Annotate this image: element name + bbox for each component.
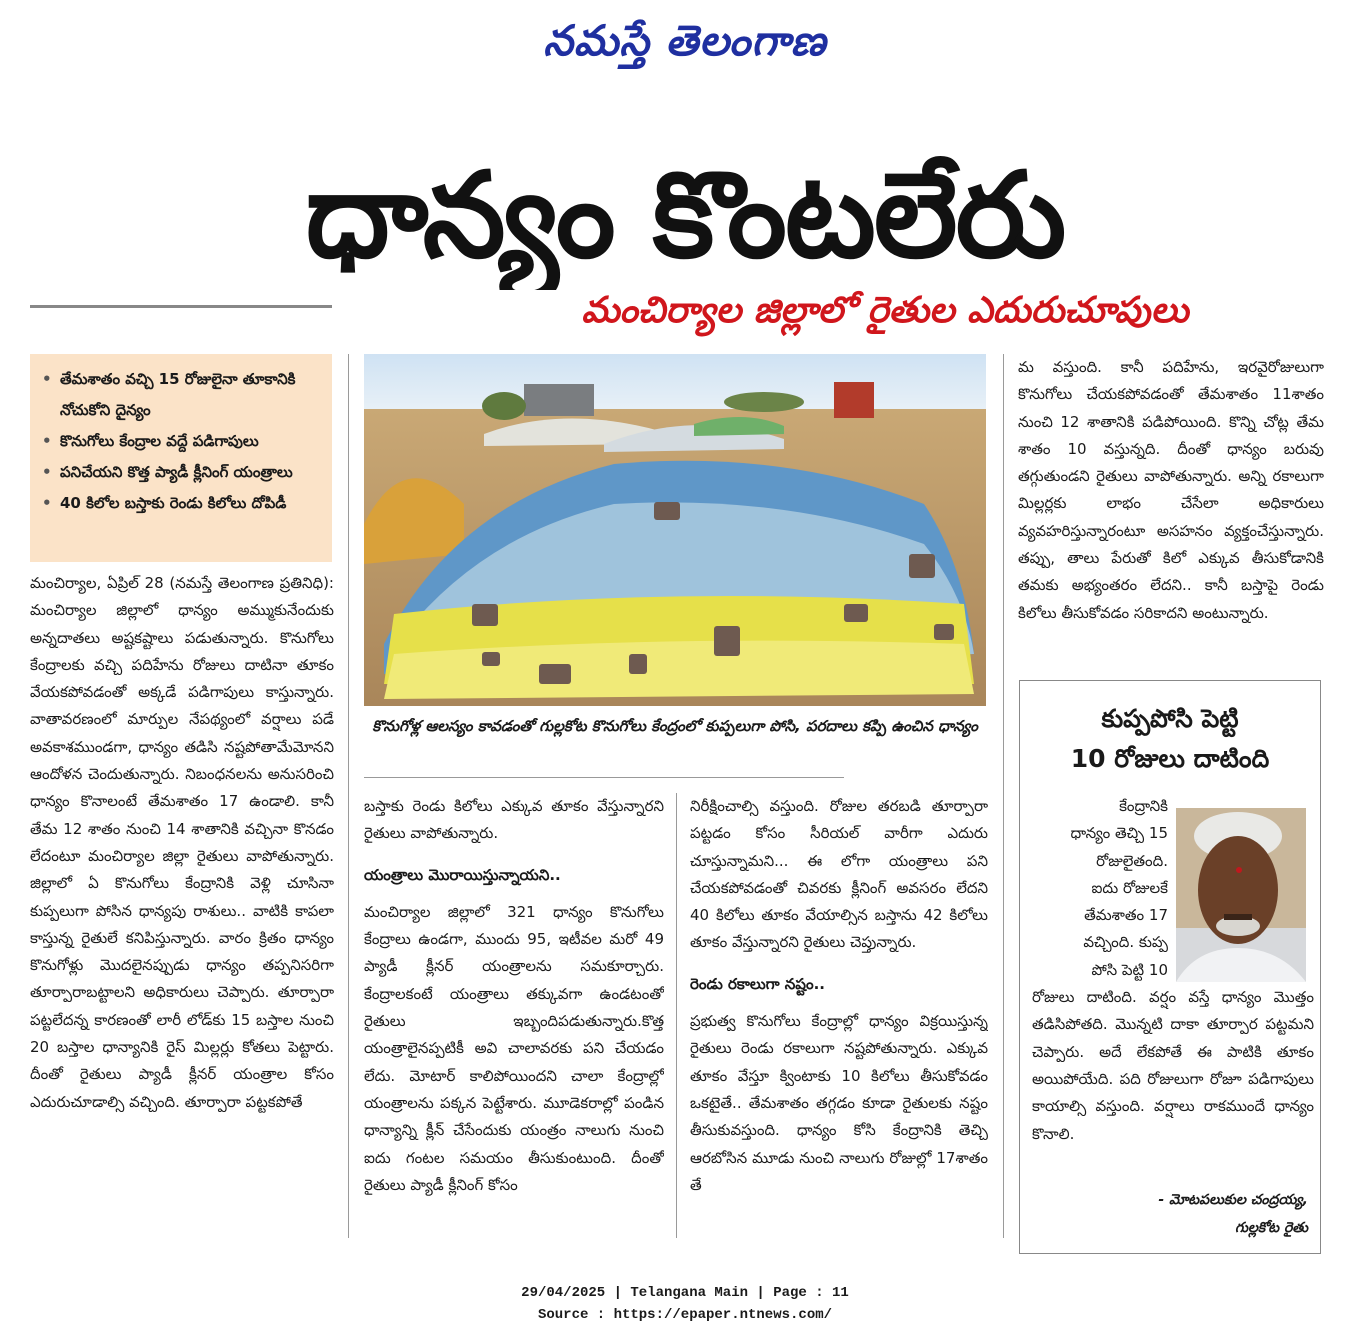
article-text: మంచిర్యాల, ఏప్రిల్ 28 (నమస్తే తెలంగాణ ప్రతినిధి): మంచిర్యాల జిల్లాలో ధాన్యం అమ్ముకునేందుకు అన్నదాతలు అష్టకష్టాలు పడుతున్నారు. కొనుగోలు కేంద్రాలకు వచ్చి పదిహేను రోజులు దాటినా తూకం వేయకపోవడంతో అక్కడే పడిగాపులు కాస్తున్నారు. వాతావరణంలో మార్పుల నేపథ్యంలో వర్షాలు పడే అవకాశముండగా, ధాన్యం తడిసి నష్టపోతామేమోనని ఆందోళన చెందుతున్నారు. నిబంధనలను అనుసరించి ధాన్యం కొనాలంటే తేమశాతం 17 ఉండాలి. కానీ తేమ 12 శాతం నుంచి 14 శాతానికి వచ్చినా కొనడం లేదంటూ మంచిర్యాల జిల్లా రైతులు వాపోతున్నారు. జిల్లాలో ఏ కొనుగోలు కేంద్రానికి వెళ్లి చూసినా కుప్పలుగా పోసిన ధాన్యపు రాశులు.. వాటికి కాపలా కాస్తున్న రైతులే కనిపిస్తున్నారు. వారం క్రితం ధాన్యం కొనుగోళ్లు మొదలైనప్పుడు ధాన్యం తప్పనిసరిగా తూర్పారాబట్టాలని అధికారులు చెప్పారు. తూర్పారా పట్టలేదన్న కారణంతో లారీ లోడ్‌కు 15 బస్తాల నుంచి 20 బస్తాల ధాన్యానికి రైస్ మిల్లర్లు కోతలు పెట్టారు. దీంతో రైతులు ప్యాడీ క్లీనర్ యంత్రాల కోసం ఎదురుచూడాల్సి వచ్చింది. తూర్పారా పట్టకపోతే — [30, 574, 334, 1111]
article-column-4 — [1018, 354, 1324, 654]
highlight-item: • కొనుగోలు కేంద్రాల వద్దే పడిగాపులు — [40, 426, 324, 457]
footer-date-line: 29/04/2025 | Telangana Main | Page : 11 — [521, 1285, 849, 1301]
masthead: నమస్తే తెలంగాణ — [543, 16, 827, 65]
headline-rule — [30, 305, 332, 308]
article-column-2 — [364, 793, 664, 1238]
subheadline: మంచిర్యాల జిల్లాలో రైతుల ఎదురుచూపులు — [581, 289, 1189, 331]
quote-byline: - మోటపలుకుల చంద్రయ్య, గుల్లకోట రైతు — [1158, 1192, 1308, 1236]
bullet-icon: • — [42, 432, 52, 450]
article-text: ప్రభుత్వ కొనుగోలు కేంద్రాల్లో ధాన్యం విక్రయిస్తున్న రైతులు రెండు రకాలుగా నష్టపోతున్నారు. ఎక్కువ తూకం వేస్తూ క్వింటాకు 10 కిలోలు తీసుకోవడం ఒకటైతే.. తేమశాతం తగ్గడం కూడా రైతులకు నష్టం తీసుకువస్తుంది. ధాన్యం కోసి కేంద్రానికి తెచ్చి ఆరబోసిన మూడు నుంచి నాలుగు రోజుల్లో 17శాతం తే — [690, 1012, 988, 1194]
article-text: మ వస్తుంది. కానీ పదిహేను, ఇరవైరోజులుగా కొనుగోలు చేయకపోవడంతో తేమశాతం 11శాతం నుంచి 12 శాతానికి పడిపోయింది. కొన్ని చోట్ల తేమ శాతం 10 వస్తున్నది. దీంతో ధాన్యం బరువు తగ్గుతుండని రైతులు వాపోతున్నారు. అన్ని రకాలుగా మిల్లర్లకు లాభం చేసేలా అధికారులు వ్యవహరిస్తున్నారంటూ అసహనం వ్యక్తంచేస్తున్నారు. తప్పు, తాలు పేరుతో కిలో ఎక్కువ తీసుకోడానికి తమకు అభ్యంతరం లేదని.. కానీ బస్తాపై రెండు కిలోలు తీసుకోవడం సరికాదని అంటున్నారు. — [1018, 358, 1324, 622]
farmer-portrait — [1176, 808, 1306, 982]
section-subheading: రెండు రకాలుగా నష్టం.. — [690, 974, 826, 993]
highlight-item: • తేమశాతం వచ్చి 15 రోజులైనా తూకానికి నోచుకోని దైన్యం — [40, 364, 324, 426]
highlights-box — [30, 354, 332, 562]
article-text: నిరీక్షించాల్సి వస్తుంది. రోజుల తరబడి తూర్పారా పట్టడం కోసం సీరియల్ వారీగా ఎదురు చూస్తున్నామని... ఈ లోగా యంత్రాలు పని చేయకపోవడంతో చివరకు క్లీనింగ్ అవసరం లేదని 40 కిలోలు తూకం వేయాల్సిన బస్తాను 42 కిలోలు తూకం వేస్తున్నారని రైతులు చెప్తున్నారు. — [690, 797, 988, 952]
quote-box-title: కుప్పపోసి పెట్టి 10 రోజులు దాటింది — [1070, 704, 1270, 773]
section-subheading: యంత్రాలు మొరాయిస్తున్నాయని.. — [364, 865, 561, 884]
bullet-icon: • — [42, 370, 52, 388]
column-rule — [1003, 354, 1004, 1238]
footer-source-line: Source : https://epaper.ntnews.com/ — [537, 1307, 833, 1323]
article-column-3 — [690, 793, 988, 1238]
footer — [0, 1282, 1370, 1326]
caption-rule — [364, 777, 844, 778]
highlight-item: • పనిచేయని కొత్త ప్యాడీ క్లీనింగ్ యంత్రాలు — [40, 457, 324, 488]
bullet-icon: • — [42, 463, 52, 481]
highlight-item: • 40 కిలోల బస్తాకు రెండు కిలోలు దోపిడీ — [40, 488, 324, 519]
column-rule — [348, 354, 349, 1238]
bullet-icon: • — [42, 494, 52, 512]
article-text: బస్తాకు రెండు కిలోలు ఎక్కువ తూకం వేస్తున్నారని రైతులు వాపోతున్నారు. — [364, 797, 664, 843]
headline: ధాన్యం కొంటలేరు — [305, 146, 1065, 284]
news-photo — [364, 354, 986, 706]
article-column-1 — [30, 570, 334, 1236]
article-text: మంచిర్యాల జిల్లాలో 321 ధాన్యం కొనుగోలు కేంద్రాలు ఉండగా, ముందు 95, ఇటీవల మరో 49 ప్యాడీ క్లీనర్ యంత్రాలను సమకూర్చారు. కేంద్రాలకంటే యంత్రాలు తక్కువగా ఉండటంతో రైతులు ఇబ్బందిపడుతున్నారు.కొత్త యంత్రాలైనప్పటికీ అవి చాలావరకు పని చేయడం లేదు. మోటార్ కాలిపోయిందని చాలా కేంద్రాల్లో యంత్రాలను పక్కన పెట్టేశారు. మూడెకరాల్లో పండిన ధాన్యాన్ని క్లీన్ చేసేందుకు యంత్రం నాలుగు నుంచి ఐదు గంటల సమయం తీసుకుంటుంది. దీంతో రైతులు ప్యాడీ క్లీనింగ్ కోసం — [364, 902, 664, 1194]
quote-box-text: కేంద్రానికి ధాన్యం తెచ్చి 15 రోజులైతంది. ఐదు రోజులకే తేమశాతం 17 వచ్చింది. కుప్ప పోసి పెట్టి 10 రోజులు దాటింది. వర్షం వస్తే ధాన్యం మొత్తం తడిసిపోతది. మొన్నటి దాకా తూర్పార పట్టమని చెప్పారు. అదే లేకపోతే ఈ పాటికి తూకం అయిపోయేది. పది రోజులుగా రోజూ పడిగాపులు కాయాల్సి వస్తుంది. వర్షాలు రాకముందే ధాన్యం కొనాలి. — [1032, 797, 1314, 1143]
photo-caption: కొనుగోళ్ల ఆలస్యం కావడంతో గుల్లకోట కొనుగోలు కేంద్రంలో కుప్పలుగా పోసి, పరదాలు కప్పి ఉంచిన ధాన్యం — [372, 717, 978, 735]
column-rule — [676, 793, 677, 1238]
